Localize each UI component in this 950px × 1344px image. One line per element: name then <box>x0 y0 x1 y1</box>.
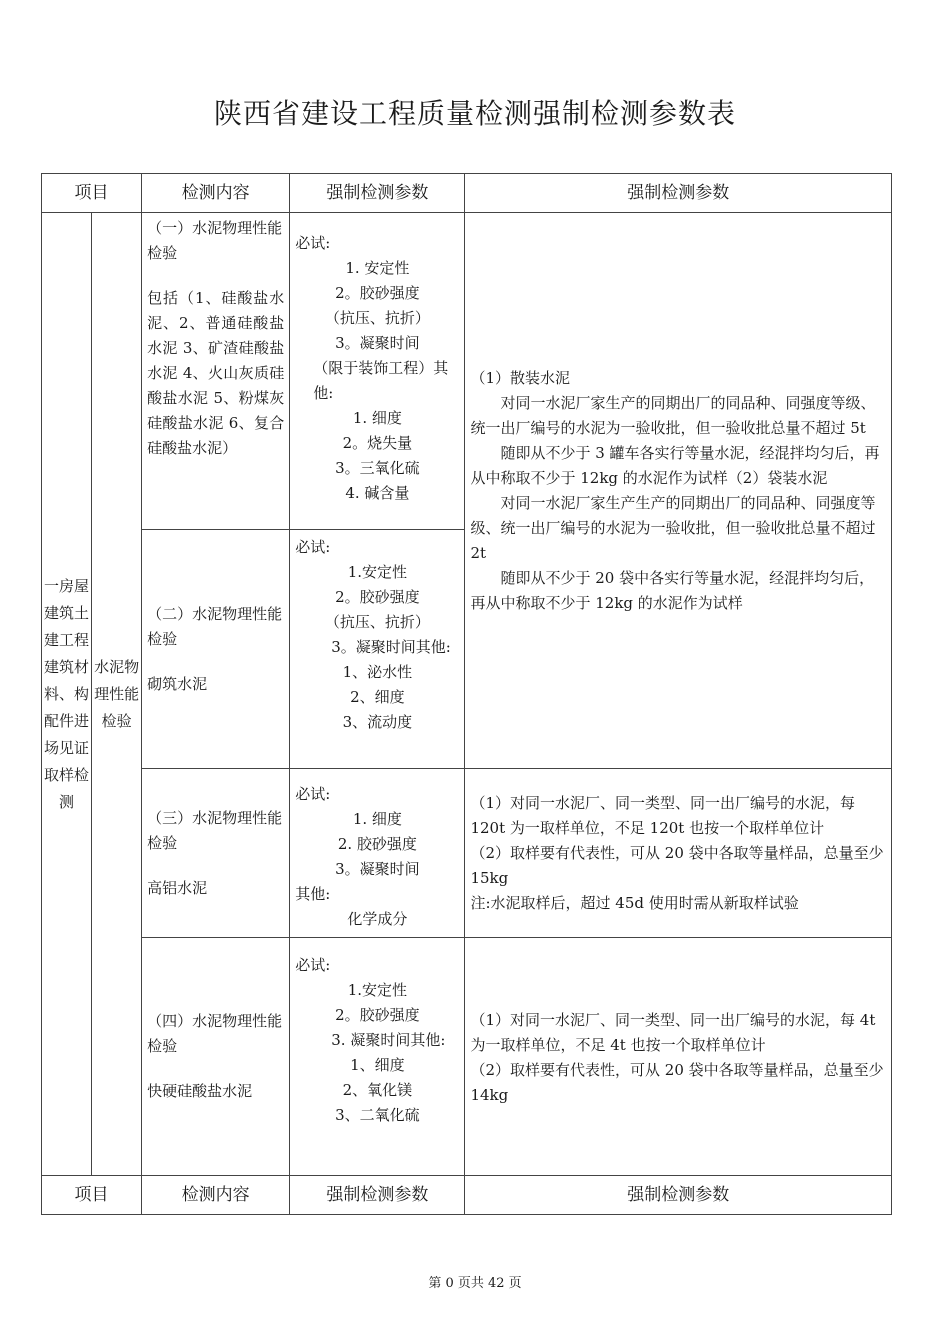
content-detail: 包括（1、硅酸盐水泥、2、普通硅酸盐水泥 3、矿渣硅酸盐水泥 4、火山灰质硅酸盐水泥 5、粉煤灰硅酸盐水泥 6、复合硅酸盐水泥） <box>147 289 285 457</box>
table-row <box>42 938 892 1176</box>
sampling-line: （1）对同一水泥厂、同一类型、同一出厂编号的水泥，每 120t 为一取样单位，不足 120t 也按一个取样单位计 <box>470 793 856 837</box>
param-line: 3。三氧化硫 <box>335 459 420 477</box>
content-cell <box>142 213 290 530</box>
content-cell <box>142 530 290 769</box>
param-line: 其他: <box>295 885 331 903</box>
content-title: （二）水泥物理性能检验 <box>147 604 283 648</box>
sampling-cell <box>465 213 892 769</box>
page-number: 第 0 页共 42 页 <box>428 1276 522 1291</box>
param-line: 2、氧化镁 <box>342 1081 413 1099</box>
param-line: 1.安定性 <box>347 563 408 581</box>
content-title: （四）水泥物理性能检验 <box>147 1012 283 1055</box>
params-cell <box>290 938 465 1176</box>
param-line: 1、泌水性 <box>342 663 413 681</box>
header-params-2: 强制检测参数 <box>465 1176 892 1215</box>
page-title: 陕西省建设工程质量检测强制检测参数表 <box>213 97 736 130</box>
header-params: 强制检测参数 <box>290 1176 465 1215</box>
sampling-line: （2）取样要有代表性，可从 20 袋中各取等量样品，总量至少 14kg <box>470 1061 884 1104</box>
sampling-line: 对同一水泥厂家生产的同期出厂的同品种、同强度等级、统一出厂编号的水泥为一验收批，但一验收批总量不超过 5t <box>470 393 876 437</box>
param-line: 必试: <box>295 538 331 556</box>
content-detail: 高铝水泥 <box>147 878 208 897</box>
content-cell <box>142 769 290 938</box>
param-line: 1. 安定性 <box>345 259 410 277</box>
param-line: 3. 凝聚时间其他: <box>331 1031 446 1049</box>
sampling-line: 对同一水泥厂家生产生产的同期出厂的同品种、同强度等级、统一出厂编号的水泥为一验收批，但一验收批总量不超过 2t <box>470 493 876 562</box>
sampling-line: 注:水泥取样后，超过 45d 使用时需从新取样试验 <box>470 893 799 912</box>
subcategory-cell: 水泥物理性能检验 <box>92 213 142 1176</box>
param-line: （限于装饰工程）其他: <box>313 359 449 402</box>
param-line: 1. 细度 <box>352 810 402 828</box>
param-line: 2。胶砂强度 <box>335 284 420 302</box>
param-line: 3。凝聚时间 <box>335 860 420 878</box>
category-cell: 一房屋建筑土建工程建筑材料、构配件进场见证取样检测 <box>42 213 92 1176</box>
sampling-cell <box>465 769 892 938</box>
content-detail: 快硬硅酸盐水泥 <box>147 1082 253 1100</box>
param-line: （抗压、抗折） <box>324 309 430 327</box>
param-line: 必试: <box>295 785 331 803</box>
content-cell <box>142 938 290 1176</box>
params-cell <box>290 530 465 769</box>
param-line: （抗压、抗折） <box>324 613 430 631</box>
param-line: 1.安定性 <box>347 981 408 999</box>
param-line: 2。胶砂强度 <box>335 588 420 606</box>
content-detail: 砌筑水泥 <box>147 674 208 693</box>
header-params-2: 强制检测参数 <box>465 174 892 213</box>
param-line: 4. 碱含量 <box>345 484 410 502</box>
param-line: 化学成分 <box>347 910 408 928</box>
header-content: 检测内容 <box>142 1176 290 1215</box>
sampling-line: 随即从不少于 3 罐车各实行等量水泥，经混拌均匀后，再从中称取不少于 12kg 的水泥作为试样（2）袋装水泥 <box>470 443 880 487</box>
params-cell <box>290 769 465 938</box>
param-line: 3。凝聚时间其他: <box>331 638 451 656</box>
sampling-line: （1）散装水泥 <box>470 368 571 387</box>
sampling-cell <box>465 938 892 1176</box>
sampling-line: （1）对同一水泥厂、同一类型、同一出厂编号的水泥，每 4t 为一取样单位，不足 4t 也按一个取样单位计 <box>470 1011 876 1054</box>
param-line: 2。胶砂强度 <box>335 1006 420 1024</box>
param-line: 1、细度 <box>350 1056 405 1074</box>
header-params: 强制检测参数 <box>290 174 465 213</box>
content-title: （一）水泥物理性能检验 <box>147 219 283 262</box>
table-footer-row <box>42 1176 892 1215</box>
param-line: 3、二氧化硫 <box>335 1106 420 1124</box>
sampling-line: （2）取样要有代表性，可从 20 袋中各取等量样品，总量至少 15kg <box>470 843 884 887</box>
param-line: 3。凝聚时间 <box>335 334 420 352</box>
param-line: 2。烧失量 <box>342 434 413 452</box>
header-item: 项目 <box>42 174 142 213</box>
content-title: （三）水泥物理性能检验 <box>147 808 283 852</box>
table-header-row <box>42 174 892 213</box>
params-cell <box>290 213 465 530</box>
param-line: 2、细度 <box>350 688 405 706</box>
header-item: 项目 <box>42 1176 142 1215</box>
table-row <box>42 213 892 530</box>
param-line: 必试: <box>295 234 331 252</box>
param-line: 2. 胶砂强度 <box>337 835 417 853</box>
parameter-table <box>41 173 892 1215</box>
header-content: 检测内容 <box>142 174 290 213</box>
table-row <box>42 769 892 938</box>
sampling-line: 随即从不少于 20 袋中各实行等量水泥，经混拌均匀后，再从中称取不少于 12kg 的水泥作为试样 <box>470 568 875 612</box>
param-line: 3、流动度 <box>342 713 413 731</box>
param-line: 1. 细度 <box>352 409 402 427</box>
param-line: 必试: <box>295 956 331 974</box>
